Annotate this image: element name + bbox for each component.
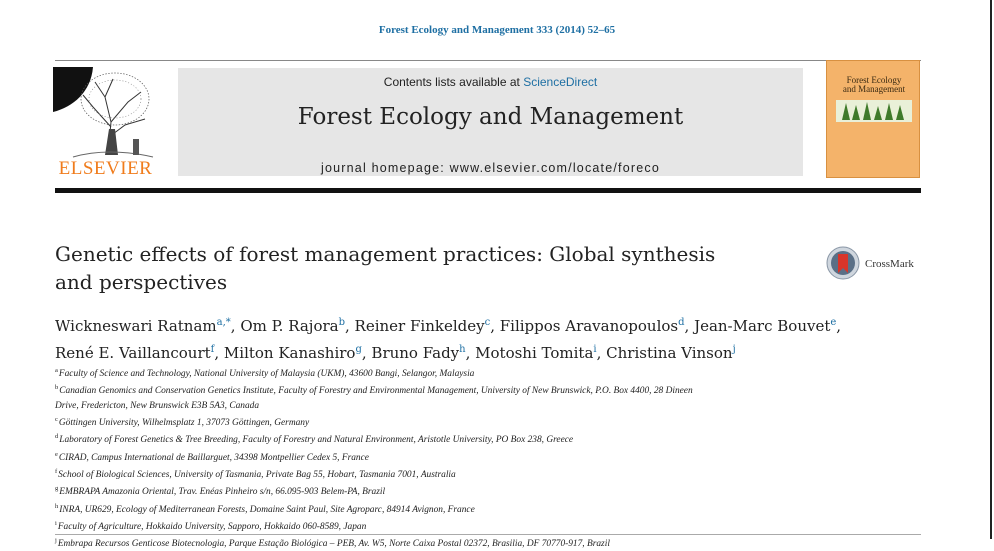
affiliation-text: Laboratory of Forest Genetics & Tree Breeding, Faculty of Forestry and Natural Environment, Aristotle University, PO Box 238, Greece [59, 435, 574, 446]
author-name[interactable]: René E. Vaillancourt [55, 344, 211, 362]
sciencedirect-link[interactable]: ScienceDirect [523, 75, 598, 89]
author-name[interactable]: Filippos Aravanopoulos [499, 317, 679, 335]
affiliation-item [55, 517, 925, 534]
affiliation-text: Faculty of Agriculture, Hokkaido University, Sapporo, Hokkaido 060-8589, Japan [57, 521, 367, 532]
author-name[interactable]: Motoshi Tomita [475, 344, 594, 362]
author-name[interactable]: Om P. Rajora [240, 317, 339, 335]
contents-prefix: Contents lists available at [383, 75, 524, 89]
affiliation-key: b [55, 384, 59, 392]
affiliation-text: Canadian Genomics and Conservation Genetics Institute, Faculty of Forestry and Environmental Management, University of New Brunswick, P.O. Box 4400, 28 Dineen [59, 386, 693, 397]
author-affiliation-marker[interactable]: d [678, 317, 685, 328]
author-affiliation-marker[interactable]: i [593, 344, 597, 355]
author-name[interactable]: Christina Vinson [606, 344, 733, 362]
author-name[interactable]: Bruno Fady [371, 344, 460, 362]
author-separator: , [490, 317, 500, 335]
top-divider [55, 60, 921, 61]
affiliation-item [55, 399, 925, 413]
affiliation-key: g [55, 485, 59, 493]
affiliation-text: School of Biological Sciences, University of Tasmania, Private Bag 55, Hobart, Tasmania 7001, Australia [58, 469, 456, 480]
cover-title [831, 76, 917, 94]
author-separator: , [596, 344, 607, 362]
affiliation-item [55, 534, 925, 551]
journal-cover[interactable] [826, 60, 920, 178]
crossmark-label[interactable]: CrossMark [865, 258, 914, 270]
affiliation-item [55, 381, 925, 398]
journal-citation[interactable]: Forest Ecology and Management 333 (2014) 52–65 [378, 24, 616, 36]
author-separator: , [836, 317, 842, 335]
affiliation-key: f [55, 467, 58, 475]
author-name[interactable]: Milton Kanashiro [223, 344, 356, 362]
author-list [55, 311, 935, 365]
affiliation-text: Embrapa Recursos Genticose Biotecnologia, Parque Estação Biológica – PEB, Av. W5, Norte Caixa Postal 02372, Brasilia, DF 70770-917, Brazil [57, 539, 610, 550]
affiliation-item [55, 448, 925, 465]
author-affiliation-marker[interactable]: h [459, 344, 466, 355]
article-title-line1: Genetic effects of forest management practices: Global synthesis [55, 242, 716, 266]
author-affiliation-marker[interactable]: j [732, 344, 736, 355]
cover-title-line2: and Management [842, 84, 906, 94]
cover-trees-icon [836, 100, 912, 122]
author-affiliation-marker[interactable]: a,* [216, 317, 231, 328]
author-affiliation-marker[interactable]: b [338, 317, 345, 328]
affiliation-item [55, 465, 925, 482]
affiliation-key: i [55, 519, 57, 527]
author-separator: , [230, 317, 241, 335]
crossmark-icon[interactable] [826, 246, 860, 280]
affiliation-text: CIRAD, Campus International de Baillarguet, 34398 Montpellier Cedex 5, France [58, 452, 369, 463]
author-separator: , [684, 317, 695, 335]
author-separator: , [465, 344, 476, 362]
affiliation-text: Drive, Fredericton, New Brunswick E3B 5A3, Canada [55, 400, 260, 411]
affiliation-key: j [55, 537, 57, 545]
author-name[interactable]: Wickneswari Ratnam [55, 317, 217, 335]
affiliation-key: a [55, 367, 58, 374]
affiliation-key: h [55, 502, 59, 510]
author-separator: , [345, 317, 355, 335]
affiliation-text: Faculty of Science and Technology, National University of Malaysia (UKM), 43600 Bangi, Selangor, Malaysia [58, 369, 475, 380]
elsevier-wordmark: ELSEVIER [58, 158, 153, 179]
cover-title-line1: Forest Ecology [846, 75, 902, 85]
affiliation-item [55, 500, 925, 517]
affiliation-item [55, 413, 925, 430]
page-edge [990, 0, 992, 539]
contents-line [178, 75, 803, 89]
author-name[interactable]: Jean-Marc Bouvet [694, 317, 831, 335]
affiliation-text: INRA, UR629, Ecology of Mediterranean Forests, Domaine Saint Paul, Site Agroparc, 84914 Avignon, France [59, 504, 475, 515]
author-affiliation-marker[interactable]: g [355, 344, 362, 355]
author-affiliation-marker[interactable]: e [830, 317, 837, 328]
journal-banner [178, 68, 803, 176]
author-separator: , [361, 344, 372, 362]
journal-title: Forest Ecology and Management [297, 104, 684, 130]
affiliation-item [55, 364, 925, 381]
affiliation-text: EMBRAPA Amazonia Oriental, Trav. Enéas Pinheiro s/n, 66.095-903 Belem-PA, Brazil [59, 487, 386, 498]
author-affiliation-marker[interactable]: c [484, 317, 491, 328]
article-title [55, 240, 755, 296]
affiliation-key: d [55, 433, 59, 441]
author-affiliation-marker[interactable]: f [210, 344, 215, 355]
affiliation-text: Göttingen University, Wilhelmsplatz 1, 37073 Göttingen, Germany [58, 417, 310, 428]
bottom-divider [55, 534, 921, 535]
affiliation-item [55, 482, 925, 499]
header-thick-divider [55, 188, 921, 193]
journal-homepage-link[interactable]: journal homepage: www.elsevier.com/locate/foreco [321, 161, 660, 175]
affiliation-key: e [55, 450, 58, 458]
affiliation-item [55, 430, 925, 447]
article-title-line2: and perspectives [55, 270, 228, 294]
affiliation-key: c [55, 415, 58, 423]
author-separator: , [214, 344, 224, 362]
affiliation-list [55, 364, 925, 551]
author-name[interactable]: Reiner Finkeldey [354, 317, 485, 335]
